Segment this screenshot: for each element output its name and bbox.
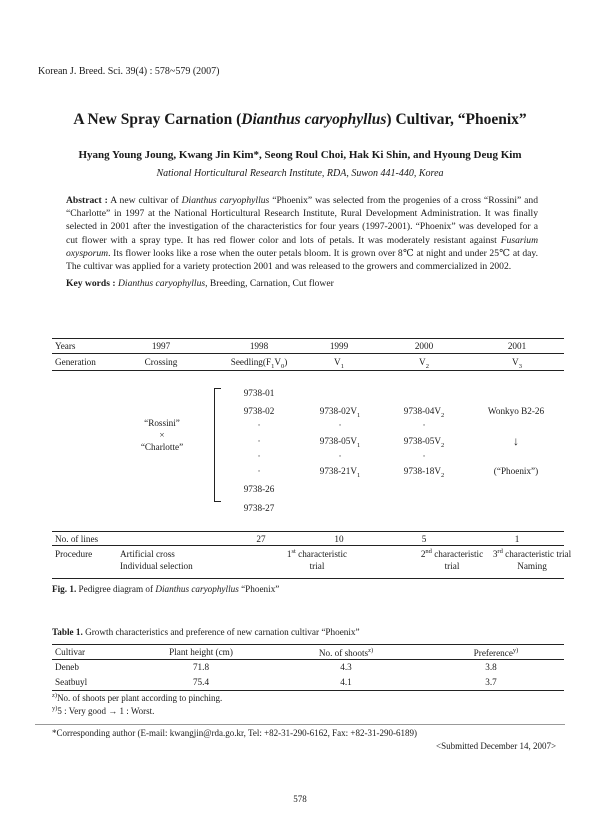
rule-bottom (52, 578, 564, 579)
table-cell: 4.1 (340, 677, 352, 687)
year-2000: 2000 (414, 341, 434, 351)
gen-v1: $V_1$ (334, 357, 344, 370)
table-header-height: Plant height (cm) (169, 647, 233, 657)
line-9738-02: 9738-02 (243, 406, 275, 416)
table-cell: 3.8 (485, 662, 497, 672)
dot: · (422, 451, 426, 461)
lines-2001: 1 (514, 534, 520, 544)
keywords: Key words : Dianthus caryophyllus, Breeding, Carnation, Cut flower (66, 278, 334, 289)
parent-charlotte: “Charlotte” (140, 442, 184, 452)
author-list: Hyang Young Joung, Kwang Jin Kim*, Seong Roul Choi, Hak Ki Shin, and Hyoung Deug Kim (78, 149, 522, 161)
table-rule-top (52, 644, 564, 645)
year-2001: 2001 (507, 341, 527, 351)
paper-title: A New Spray Carnation (Dianthus caryophyllus) Cultivar, “Phoenix” (73, 111, 527, 128)
corresponding-author: *Corresponding author (E-mail: kwangjin@rda.go.kr, Tel: +82-31-290-6162, Fax: +82-31-290-6189) (52, 728, 417, 738)
gen-v2: $V_2$ (419, 357, 429, 370)
table-rule-bottom (52, 690, 564, 691)
proc-individual-selection: Individual selection (120, 561, 193, 571)
table-header-shoots: No. of shoots$^{z)}$ (318, 647, 374, 659)
line-9738-26: 9738-26 (243, 484, 275, 494)
v1-line-02: $9738-02V_1$ (319, 406, 361, 419)
phoenix-name: (“Phoenix”) (493, 466, 539, 476)
lines-1999: 10 (334, 534, 344, 544)
proc-artificial-cross: Artificial cross (120, 549, 175, 559)
v2-line-18: $9738-18V_2$ (403, 466, 445, 479)
proc-third-trial: 3rd characteristic trial (492, 548, 572, 560)
table-header-cultivar: Cultivar (55, 647, 86, 657)
line-9738-27: 9738-27 (243, 503, 275, 513)
table-cell: Deneb (55, 662, 79, 672)
abstract: Abstract : A new cultivar of Dianthus caryophyllus “Phoenix” was selected from the progenies of a cross “Rossini” and “Charlotte” in 1997 at the National Horticultural Research Institute, Rural Development Administration. It was finally selected in 2001 after the investigation of the characteristics for four years (1997-2001). “Phoenix” was developed for a cut flower with a spray type. It has red flower color and lots of petals. It was moderately resistant against Fusarium oxysporum. Its flower looks like a rose when the outer petals bloom. It is grown over 8℃ at night and under 25℃ at day. The cultivar was applied for a variety protection 2001 and was released to the growers and commercialized in 2002. (66, 195, 539, 273)
dot: · (338, 420, 342, 430)
rule-years (52, 353, 564, 354)
rule-generation (52, 370, 564, 371)
rule-top (52, 338, 564, 339)
v1-line-21: $9738-21V_1$ (319, 466, 361, 479)
year-1998: 1998 (249, 341, 269, 351)
table-caption: Table 1. Growth characteristics and preference of new carnation cultivar “Phoenix” (52, 627, 360, 637)
down-arrow: ↓ (513, 434, 519, 448)
cross-symbol: × (159, 430, 165, 440)
line-9738-01: 9738-01 (243, 388, 275, 398)
footnote-divider (35, 724, 565, 725)
dot: · (422, 420, 426, 430)
year-1997: 1997 (151, 341, 171, 351)
proc-first-trial-2: trial (309, 561, 325, 571)
procedure-label: Procedure (55, 549, 93, 559)
affiliation: National Horticultural Research Institute, RDA, Suwon 441-440, Korea (156, 168, 444, 179)
years-label: Years (55, 341, 76, 351)
rule-body (52, 531, 564, 532)
selection-bracket (214, 388, 221, 502)
parent-rossini: “Rossini” (144, 418, 180, 428)
table-cell: Seatbuyl (55, 677, 88, 687)
page-number: 578 (293, 794, 307, 804)
year-1999: 1999 (329, 341, 349, 351)
table-cell: 3.7 (485, 677, 497, 687)
generation-label: Generation (55, 357, 96, 367)
footnote-y: $^{y)}$5 : Very good → 1 : Worst. (52, 705, 155, 716)
proc-naming: Naming (517, 561, 547, 571)
proc-second-trial: 2nd characteristic (420, 548, 484, 560)
proc-first-trial: 1st characteristic (286, 548, 348, 560)
v2-line-05: $9738-05V_2$ (403, 436, 445, 449)
dot: · (338, 451, 342, 461)
table-cell: 4.3 (340, 662, 352, 672)
proc-second-trial-2: trial (444, 561, 460, 571)
wonkyo-line: Wonkyo B2-26 (487, 406, 545, 416)
table-header-preference: Preference$^{y)}$ (473, 647, 519, 659)
footnote-z: $^{z)}$No. of shoots per plant according to pinching. (52, 692, 223, 703)
rule-lines (52, 545, 564, 546)
submitted-date: <Submitted December 14, 2007> (436, 741, 557, 751)
lines-label: No. of lines (55, 534, 99, 544)
dot: · (257, 420, 261, 430)
lines-2000: 5 (421, 534, 427, 544)
dot: · (257, 466, 261, 476)
gen-seedling: $Seedling(F_1V_0)$ (230, 357, 288, 370)
v1-line-05: $9738-05V_1$ (319, 436, 361, 449)
journal-citation: Korean J. Breed. Sci. 39(4) : 578~579 (2007) (38, 66, 220, 77)
table-rule-header (52, 659, 564, 660)
lines-1998: 27 (256, 534, 266, 544)
dot: · (257, 451, 261, 461)
gen-crossing: Crossing (144, 357, 178, 367)
v2-line-04: $9738-04V_2$ (403, 406, 445, 419)
table-cell: 75.4 (192, 677, 210, 687)
figure-caption: Fig. 1. Pedigree diagram of Dianthus caryophyllus “Phoenix” (52, 584, 280, 594)
table-cell: 71.8 (192, 662, 210, 672)
dot: · (257, 436, 261, 446)
gen-v3: $V_3$ (512, 357, 522, 370)
